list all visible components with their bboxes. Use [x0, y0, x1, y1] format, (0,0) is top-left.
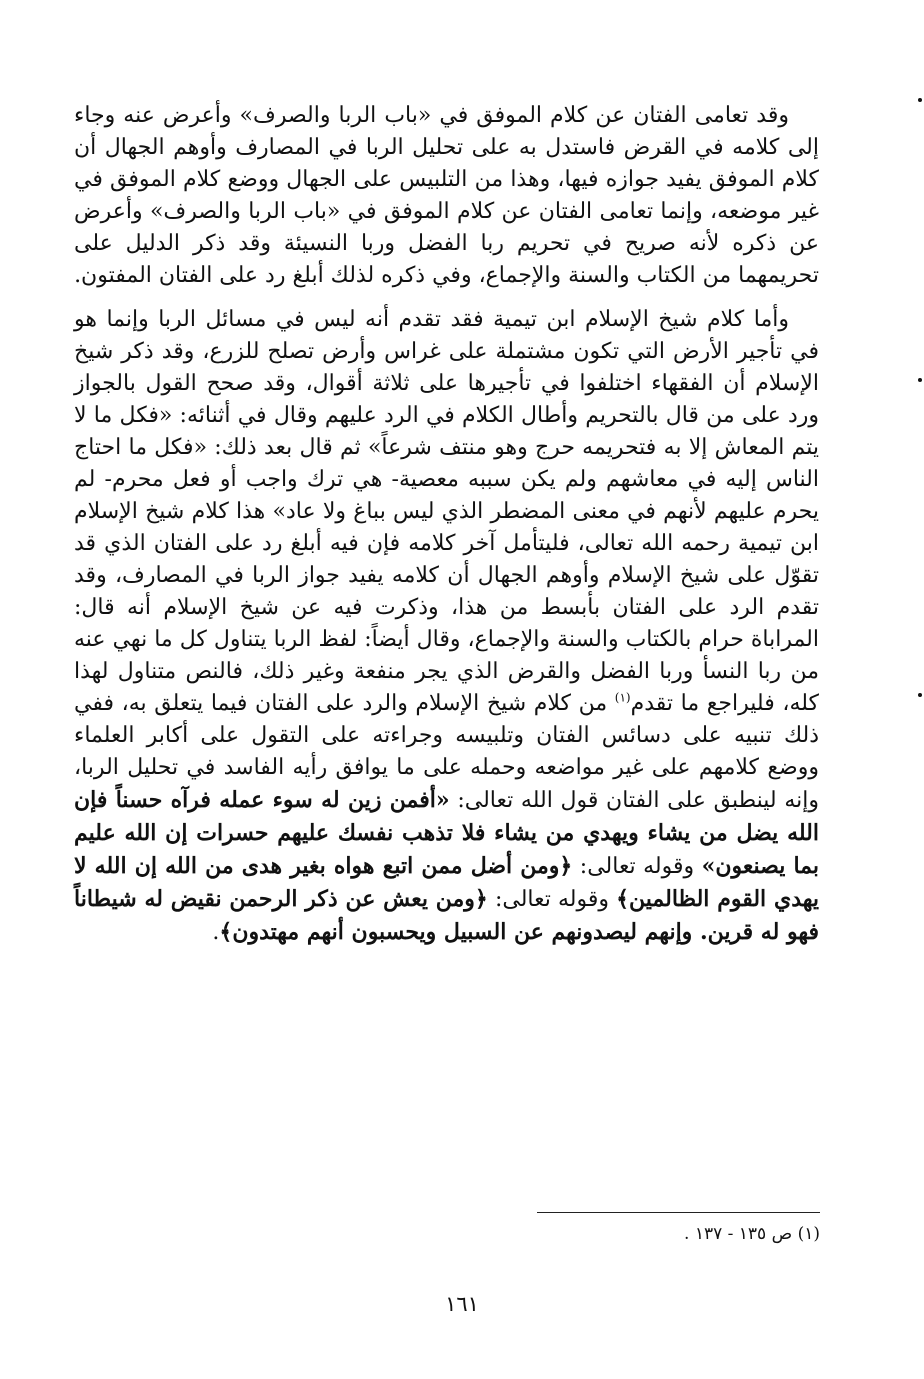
page-edge-mark	[918, 693, 922, 697]
footnote-number: (١)	[797, 1224, 820, 1244]
quran-verse: ﴿ومن يعش عن ذكر الرحمن نقيض له شيطاناً فهو له قرين. وإنهم ليصدونهم عن السبيل ويحسبون أنهم مهتدون﴾	[74, 886, 819, 945]
footnote-text: ص ١٣٥ - ١٣٧ .	[684, 1224, 793, 1244]
page-edge-mark	[918, 98, 922, 102]
quran-verse: ﴿ومن أضل ممن اتبع هواه بغير هدى من الله إن الله لا يهدي القوم الظالمين﴾	[74, 853, 820, 912]
page-number: ١٦١	[445, 1292, 479, 1316]
paragraph-text-segment: من كلام شيخ الإسلام والرد على الفتان فيما يتعلق به، ففي ذلك تنبيه على دسائس الفتان وتلبيسه وجراءته على التقول على أكابر العلماء ووضع كلامهم على غير مواضعه وحمله على ما يوافق رأيه الفاسد في تحليل الربا، وإنه لينطبق على الفتان قول الله تعالى:	[74, 691, 820, 813]
paragraph-text-segment: وأما كلام شيخ الإسلام ابن تيمية فقد تقدم أنه ليس في مسائل الربا وإنما هو في تأجير الأرض التي تكون مشتملة على غراس وأرض تصلح للزرع، وقد ذكر شيخ الإسلام أن الفقهاء اختلفوا في تأجيرها على ثلاثة أقوال، وقد صحح القول بالجواز ورد على من قال بالتحريم وأطال الكلام في الرد عليهم وقال في أثنائه: «فكل ما لا يتم المعاش إلا به فتحريمه حرج وهو منتف شرعاً» ثم قال بعد ذلك: «فكل ما احتاج الناس إليه في معاشهم ولم يكن سببه معصية- هي ترك واجب أو فعل محرم- لم يحرم عليهم لأنهم في معنى المضطر الذي ليس بباغ ولا عاد» هذا كلام شيخ الإسلام ابن تيمية رحمه الله تعالى، فليتأمل آخر كلامه فإن فيه أبلغ رد على الفتان الذي قد تقوّل على شيخ الإسلام وأوهم الجهال أن كلامه يفيد جواز الربا في المصارف، وقد تقدم الرد على الفتان بأبسط من هذا، وذكرت فيه عن شيخ الإسلام أنه قال: المراباة حرام بالكتاب والسنة والإجماع، وقال أيضاً: لفظ الربا يتناول كل ما نهي عنه من ربا النسأ وربا الفضل والقرض الذي يجر منفعة وغير ذلك، فالنص متناول لهذا كله، فليراجع ما تقدم	[74, 307, 819, 716]
paragraph-muwaffaq: وقد تعامى الفتان عن كلام الموفق في «باب الربا والصرف» وأعرض عنه وجاء إلى كلامه في القرض فاستدل به على تحليل الربا في المصارف وأوهم الجهال أن كلام الموفق يفيد جوازه فيها، وهذا من التلبيس على الجهال ووضع كلام الموفق في غير موضعه، وإنما تعامى الفتان عن كلام الموفق في «باب الربا والصرف» وأعرض عن ذكره لأنه صريح في تحريم ربا الفضل وربا النسيئة وقد ذكر الدليل على تحريمهما من الكتاب والسنة والإجماع، وفي ذكره لذلك أبلغ رد على الفتان المفتون.	[74, 103, 819, 288]
paragraph-text-segment: وقوله تعالى:	[572, 854, 702, 879]
page-edge-mark	[918, 378, 922, 382]
main-text-block	[74, 100, 819, 949]
paragraph-ibn-taymiyyah	[74, 304, 819, 949]
footnote	[684, 1222, 820, 1246]
footnote-divider	[537, 1212, 820, 1213]
paragraph-text-segment: وقوله تعالى:	[487, 887, 617, 912]
paragraph-text-segment: .	[212, 920, 220, 945]
footnote-reference[interactable]: (١)	[614, 690, 631, 705]
quran-verse: «أفمن زين له سوء عمله فرآه حسناً فإن الله يضل من يشاء ويهدي من يشاء فلا تذهب نفسك عليهم حسرات إن الله عليم بما يصنعون»	[74, 787, 820, 879]
